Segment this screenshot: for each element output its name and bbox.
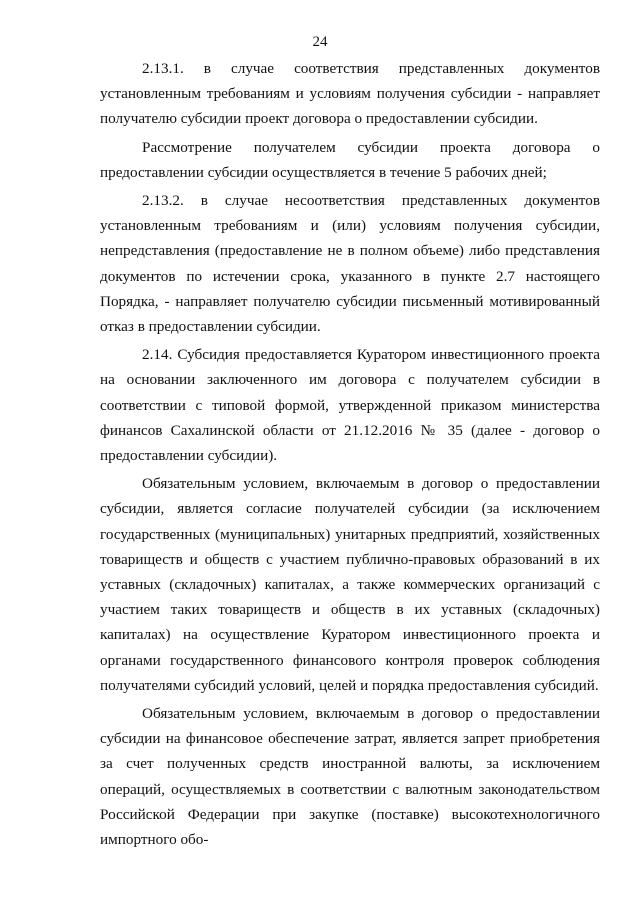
paragraph-consent-condition: Обязательным условием, включаемым в договор о предоставлении субсидии, является согласие получателей субсидии (за исключением государственных (муниципальных) унитарных предприятий, хозяйственных товариществ и обществ с участием публично-правовых образований в их уставных (складочных) капиталах, а также коммерческих организаций с участием таких товариществ и обществ в их уставных (складочных) капиталах) на осуществление Куратором инвестиционного проекта и органами государственного финансового контроля проверок соблюдения получателями субсидий условий, целей и порядка предоставления субсидий. (100, 475, 600, 694)
paragraph-review-term: Рассмотрение получателем субсидии проекта договора о предоставлении субсидии осуществляется в течение 5 рабочих дней; (100, 138, 600, 181)
paragraph-2-13-1: 2.13.1. в случае соответствия представленных документов установленным требованиям и условиям получения субсидии - направляет получателю субсидии проект договора о предоставлении субсидии. (100, 60, 600, 128)
page-number: 24 (312, 34, 328, 50)
paragraph-2-13-2: 2.13.2. в случае несоответствия представленных документов установленным требованиям и (или) условиям получения субсидии, непредставления (предоставление не в полном объеме) либо представления документов по истечении срока, указанного в пункте 2.7 настоящего Порядка, - направляет получателю субсидии письменный мотивированный отказ в предоставлении субсидии. (100, 192, 600, 336)
document-body (100, 56, 600, 852)
paragraph-2-14: 2.14. Субсидия предоставляется Куратором инвестиционного проекта на основании заключенного им договора с получателем субсидии в соответствии с типовой формой, утвержденной приказом министерства финансов Сахалинской области от 21.12.2016 № 35 (далее - договор о предоставлении субсидии). (100, 346, 600, 465)
paragraph-currency-prohibition: Обязательным условием, включаемым в договор о предоставлении субсидии на финансовое обеспечение затрат, является запрет приобретения за счет полученных средств иностранной валюты, за исключением операций, осуществляемых в соответствии с валютным законодательством Российской Федерации при закупке (поставке) высокотехнологичного импортного обо- (100, 705, 600, 849)
